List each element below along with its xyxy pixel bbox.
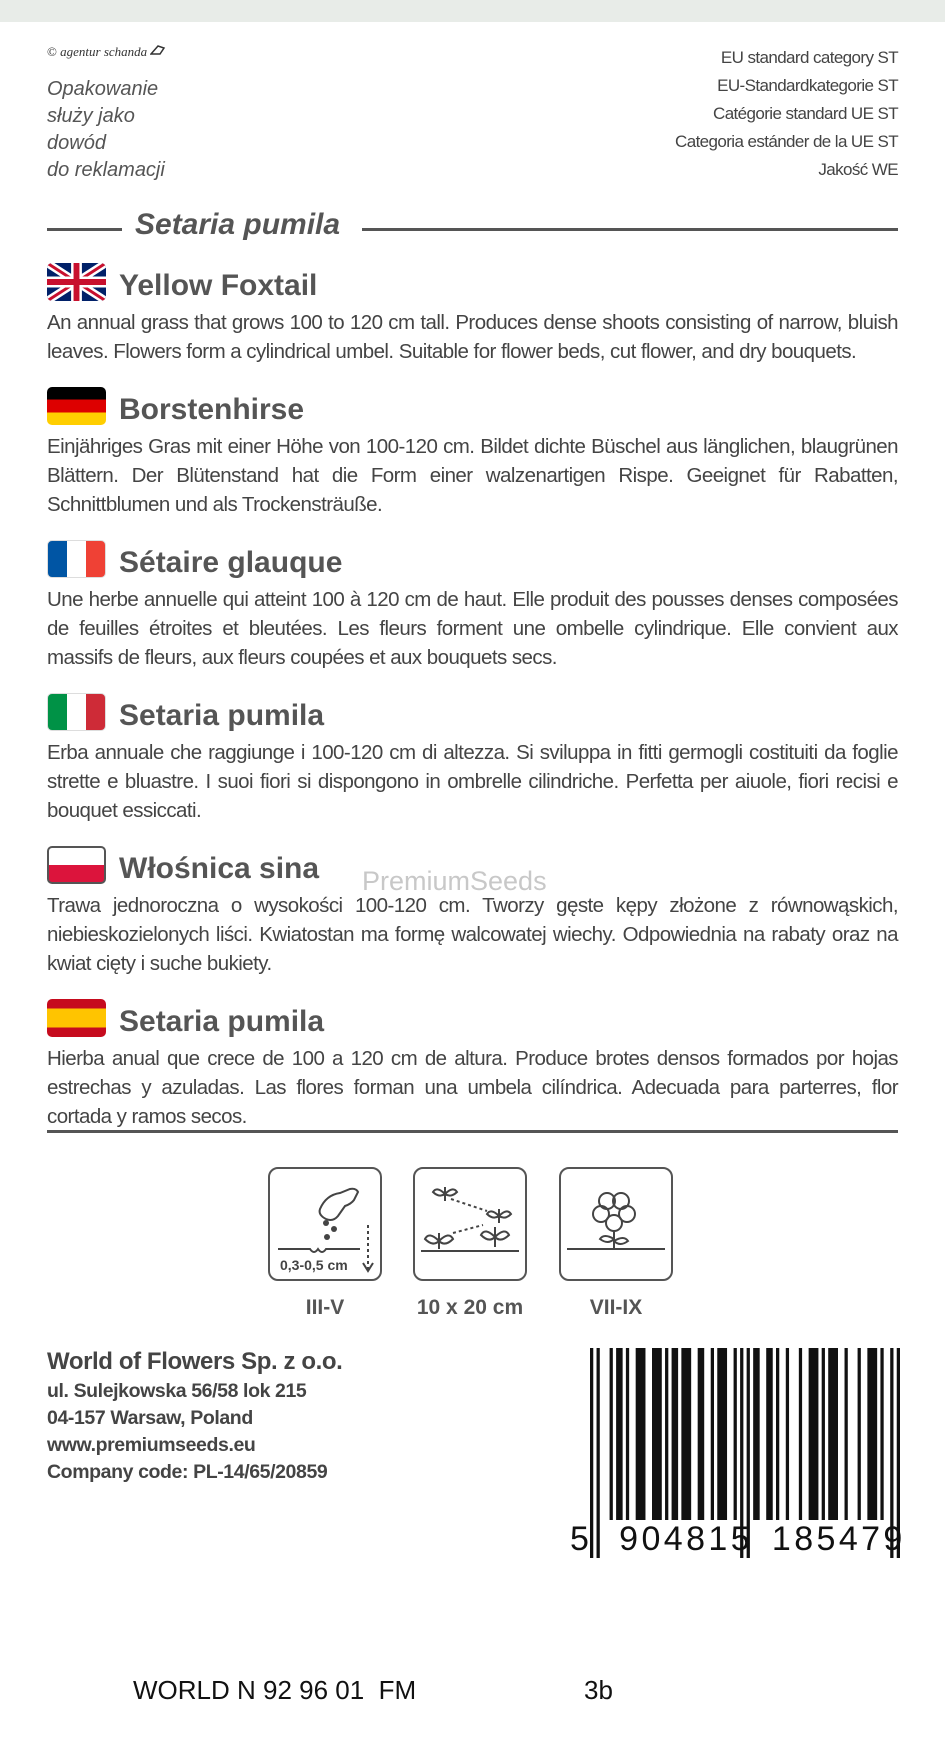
barcode-bar: [681, 1348, 691, 1520]
barcode-bar: [665, 1348, 668, 1520]
uk-flag-icon: [47, 263, 106, 301]
barcode-bar: [616, 1348, 623, 1520]
italy-flag-icon: [47, 693, 106, 731]
bottom-divider: [47, 1130, 898, 1133]
barcode-first-digit: 5: [570, 1520, 593, 1558]
barcode-bar: [636, 1348, 646, 1520]
barcode-bar: [626, 1348, 629, 1520]
flowering-period-label: VII-IX: [589, 1296, 643, 1319]
barcode-bar: [822, 1348, 825, 1520]
watermark: PremiumSeeds: [362, 866, 547, 896]
common-name: Sétaire glauque: [119, 546, 343, 579]
company-city: 04-157 Warsaw, Poland: [47, 1407, 253, 1429]
barcode-bar: [809, 1348, 819, 1520]
barcode-bar: [610, 1348, 613, 1520]
notice-line: Opakowanie: [47, 78, 159, 100]
description: An annual grass that grows 100 to 120 cm tall. Produces dense shoots consisting of narrow, bluish leaves. Flowers form a cylindrical umbel. Suitable for flower beds, cut flower, and dry bouquets.: [47, 311, 898, 363]
common-name: Setaria pumila: [119, 1005, 325, 1038]
latin-name: Setaria pumila: [135, 208, 341, 241]
barcode-bar: [652, 1348, 662, 1520]
complaint-notice: [47, 76, 165, 184]
barcode-bar: [867, 1348, 877, 1520]
common-name: Borstenhirse: [119, 393, 305, 426]
poland-flag-icon: [47, 846, 106, 884]
barcode-bar: [776, 1348, 779, 1520]
germany-flag-icon: [47, 387, 106, 425]
flowering-icon-box: [559, 1167, 673, 1281]
barcode-right-group: 185479: [771, 1520, 906, 1558]
eu-line: Jakość WE: [818, 160, 898, 179]
copyright-line: [47, 44, 166, 60]
description: Einjähriges Gras mit einer Höhe von 100-120 cm. Bildet dichte Büschel aus länglichen, blaugrünen Blättern. Der Blütenstand hat die Form einer walzenartigen Rispe. Geeignet für Rabatten, Schnittblumen und als Trockensträuße.: [47, 435, 898, 516]
top-band: [0, 0, 945, 22]
barcode-bar: [799, 1348, 802, 1520]
spacing-label: 10 x 20 cm: [416, 1296, 524, 1319]
barcode-bar: [786, 1348, 789, 1520]
company-info: [47, 1346, 342, 1486]
barcode-bar: [766, 1348, 773, 1520]
description: Une herbe annuelle qui atteint 100 à 120 cm de haut. Elle produit des pousses denses composées de feuilles étroites et bleutées. Les fleurs forment une ombelle cylindrique. Elle convient aux massifs de fleurs, aux fleurs coupées et aux bouquets secs.: [47, 588, 898, 669]
print-code: WORLD N 92 96 01 FM: [133, 1675, 417, 1705]
description: Erba annuale che raggiunge i 100-120 cm di altezza. Si sviluppa in fitti germogli costituiti da foglie strette e bluastre. I suoi fiori si dispongono in ombrelle cilindriche. Perfetta per aiuole, fiori recisi e bouquet essiccati.: [47, 741, 898, 822]
description: Trawa jednoroczna o wysokości 100-120 cm. Tworzy gęste kępy złożone z równowąskich, niebieskozielonych liści. Kwiatostan ma formę walcowatej wiechy. Odpowiednia na rabaty oraz na kwiat cięty i suche bukiety.: [47, 894, 898, 975]
barcode-left-group: 904815: [619, 1520, 754, 1558]
barcode-bar: [828, 1348, 838, 1520]
logo-icon: [150, 44, 166, 59]
notice-line: dowód: [47, 132, 106, 154]
company-name: World of Flowers Sp. z o.o.: [47, 1348, 343, 1375]
species-title: [47, 208, 898, 248]
eu-line: Categoria estánder de la UE ST: [675, 132, 898, 151]
barcode-bar: [672, 1348, 679, 1520]
barcode-bar: [717, 1348, 727, 1520]
eu-standard-block: [675, 44, 898, 184]
spain-flag-icon: [47, 999, 106, 1037]
notice-line: do reklamacji: [47, 159, 165, 181]
sowing-depth-text: 0,3-0,5 cm: [280, 1257, 348, 1273]
barcode-digits: [570, 1520, 906, 1559]
barcode-bar: [845, 1348, 848, 1520]
copyright-text: agentur schanda: [60, 44, 148, 59]
barcode-bar: [711, 1348, 714, 1520]
title-rule-left: [47, 228, 122, 231]
common-name: Włośnica sina: [119, 852, 320, 885]
france-flag-icon: [47, 540, 106, 578]
eu-line: Catégorie standard UE ST: [713, 104, 898, 123]
barcode-bar: [753, 1348, 760, 1520]
flower-icon: [561, 1169, 671, 1279]
plant-spacing-icon: [415, 1169, 525, 1279]
eu-line: EU-Standardkategorie ST: [717, 76, 898, 95]
company-street: ul. Sulejkowska 56/58 lok 215: [47, 1380, 307, 1402]
company-website[interactable]: www.premiumseeds.eu: [47, 1434, 256, 1456]
page-code: 3b: [584, 1675, 613, 1705]
company-code: Company code: PL-14/65/20859: [47, 1461, 328, 1483]
copyright-icon: ©: [47, 44, 57, 59]
common-name: Setaria pumila: [119, 699, 325, 732]
description: Hierba anual que crece de 100 a 120 cm de altura. Produce brotes densos formados por hojas estrechas y azuladas. Las flores forman una umbela cilíndrica. Adecuada para parterres, flor cortada y ramos secos.: [47, 1047, 898, 1128]
barcode-bar: [858, 1348, 861, 1520]
notice-line: służy jako: [47, 105, 135, 127]
barcode-bar: [880, 1348, 883, 1520]
eu-line: EU standard category ST: [720, 48, 898, 67]
spacing-icon-box: [413, 1167, 527, 1281]
sowing-depth-icon-box: [268, 1167, 382, 1281]
barcode-bar: [698, 1348, 705, 1520]
barcode-bar: [734, 1348, 737, 1520]
title-rule-right: [362, 228, 898, 231]
sowing-period-label: III-V: [305, 1296, 345, 1319]
common-name: Yellow Foxtail: [119, 269, 318, 302]
